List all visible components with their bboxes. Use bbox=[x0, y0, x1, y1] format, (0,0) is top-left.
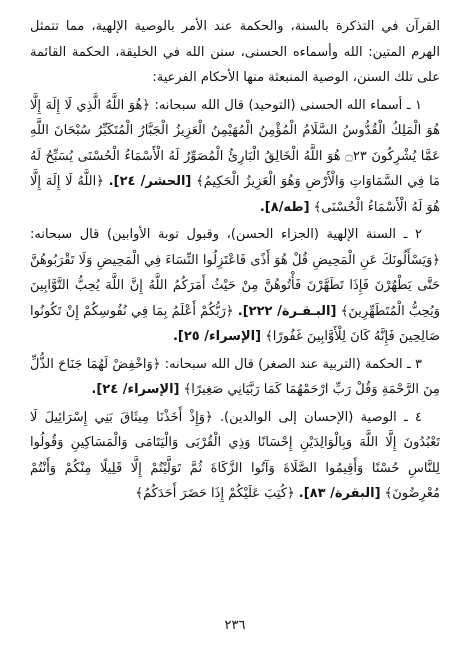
item-3-reference-1: [الإسراء/ ٢٤]. bbox=[91, 382, 180, 397]
item-2-reference-2: [الإسراء/ ٢٥]. bbox=[172, 329, 262, 344]
item-1-reference-1: [الحشر/ ٢٤]. bbox=[108, 174, 192, 189]
item-2-reference-1: [البـقـرة/ ٢٢٢]. bbox=[237, 303, 337, 319]
item-4-quran-verse-2: ﴿كُتِبَ عَلَيْكُمْ إِذَا حَضَرَ أَحَدَكُمُ﴾ bbox=[135, 486, 295, 501]
item-1-heading: ١ ـ أسماء الله الحسنى (التوحيد) قال الله سبحانه: bbox=[154, 97, 422, 113]
item-2-paragraph bbox=[30, 222, 440, 350]
item-2-quran-verse-1: ﴿وَيَسْأَلُونَكَ عَنِ الْمَحِيضِ قُلْ هُوَ أَذًى فَاعْتَزِلُوا النِّسَاءَ فِي الْمَحِيضِ وَلَا تَقْرَبُوهُنَّ حَتَّى يَطْهُرْنَ فَإِذَا تَطَهَّرْنَ فَأْتُوهُنَّ مِنْ حَيْثُ أَمَرَكُمُ اللَّهُ إِنَّ اللَّهَ يُحِبُّ التَّوَّابِينَ وَيُحِبُّ الْمُتَطَهِّرِينَ﴾ bbox=[30, 252, 440, 319]
page-number: ٢٣٦ bbox=[224, 618, 246, 633]
item-2-heading: ٢ ـ السنة الإلهية (الجزاء الحسن)، وقبول توبة الأوابين) قال سبحانه: bbox=[30, 227, 422, 242]
item-3-quran-verse-1: ﴿وَاخْفِضْ لَهُمَا جَنَاحَ الذُّلِّ مِنَ الرَّحْمَةِ وَقُلْ رَبِّ ارْحَمْهُمَا كَمَا رَبَّيَانِي صَغِيرًا﴾ bbox=[30, 356, 440, 397]
item-3-heading: ٣ ـ الحكمة (التربية عند الصغر) قال الله سبحانه: bbox=[164, 356, 423, 372]
item-4-paragraph bbox=[30, 405, 440, 507]
item-3-paragraph bbox=[30, 352, 440, 403]
item-1-reference-2: [طه/٨]. bbox=[259, 199, 310, 215]
item-1-paragraph bbox=[30, 93, 440, 221]
item-1-quran-verse-1: ﴿هُوَ اللَّهُ الَّذِي لَا إِلَهَ إِلَّا هُوَ الْمَلِكُ الْقُدُّوسُ السَّلَامُ الْمُؤْمِنُ الْمُهَيْمِنُ الْعَزِيزُ الْجَبَّارُ الْمُتَكَبِّرُ سُبْحَانَ اللَّهِ عَمَّا يُشْرِكُونَ ۝٢٣ هُوَ اللَّهُ الْخَالِقُ الْبَارِئُ الْمُصَوِّرُ لَهُ الْأَسْمَاءُ الْحُسْنَى يُسَبِّحُ لَهُ مَا فِي السَّمَاوَاتِ وَالْأَرْضِ وَهُوَ الْعَزِيزُ الْحَكِيمُ﴾ bbox=[30, 97, 441, 189]
item-4-heading: ٤ ـ الوصية (الإحسان إلى الوالدين). bbox=[219, 409, 422, 425]
item-4-reference-1: [البقرة/ ٨٣]. bbox=[298, 486, 381, 501]
intro-paragraph: القرآن في التذكرة بالسنة، والحكمة عند الأمر بالوصية الإلهية، مما تتمثل الهرم المتين: الله وأسماءه الحسنى، سنن الله في الخليقة، الحكمة القائمة على تلك السنن، الوصية المنبعثة منها الأحكام الفرعية: bbox=[30, 19, 440, 85]
item-1-quran-verse-2: ﴿اللَّهُ لَا إِلَهَ إِلَّا هُوَ لَهُ الْأَسْمَاءُ الْحُسْنَى﴾ bbox=[30, 174, 440, 215]
item-4-quran-verse-1: ﴿وَإِذْ أَخَذْنَا مِيثَاقَ بَنِي إِسْرَائِيلَ لَا تَعْبُدُونَ إِلَّا اللَّهَ وَبِالْوَالِدَيْنِ إِحْسَانًا وَذِي الْقُرْبَى وَالْيَتَامَى وَالْمَسَاكِينِ وَقُولُوا لِلنَّاسِ حُسْنًا وَأَقِيمُوا الصَّلَاةَ وَآتُوا الزَّكَاةَ ثُمَّ تَوَلَّيْتُمْ إِلَّا قَلِيلًا مِنْكُمْ وَأَنْتُمْ مُعْرِضُونَ﴾ bbox=[30, 409, 440, 501]
item-2-quran-verse-2: ﴿رَبُّكُمْ أَعْلَمُ بِمَا فِي نُفُوسِكُمْ إِنْ تَكُونُوا صَالِحِينَ فَإِنَّهُ كَانَ لِلْأَوَّابِينَ غَفُورًا﴾ bbox=[30, 303, 440, 344]
